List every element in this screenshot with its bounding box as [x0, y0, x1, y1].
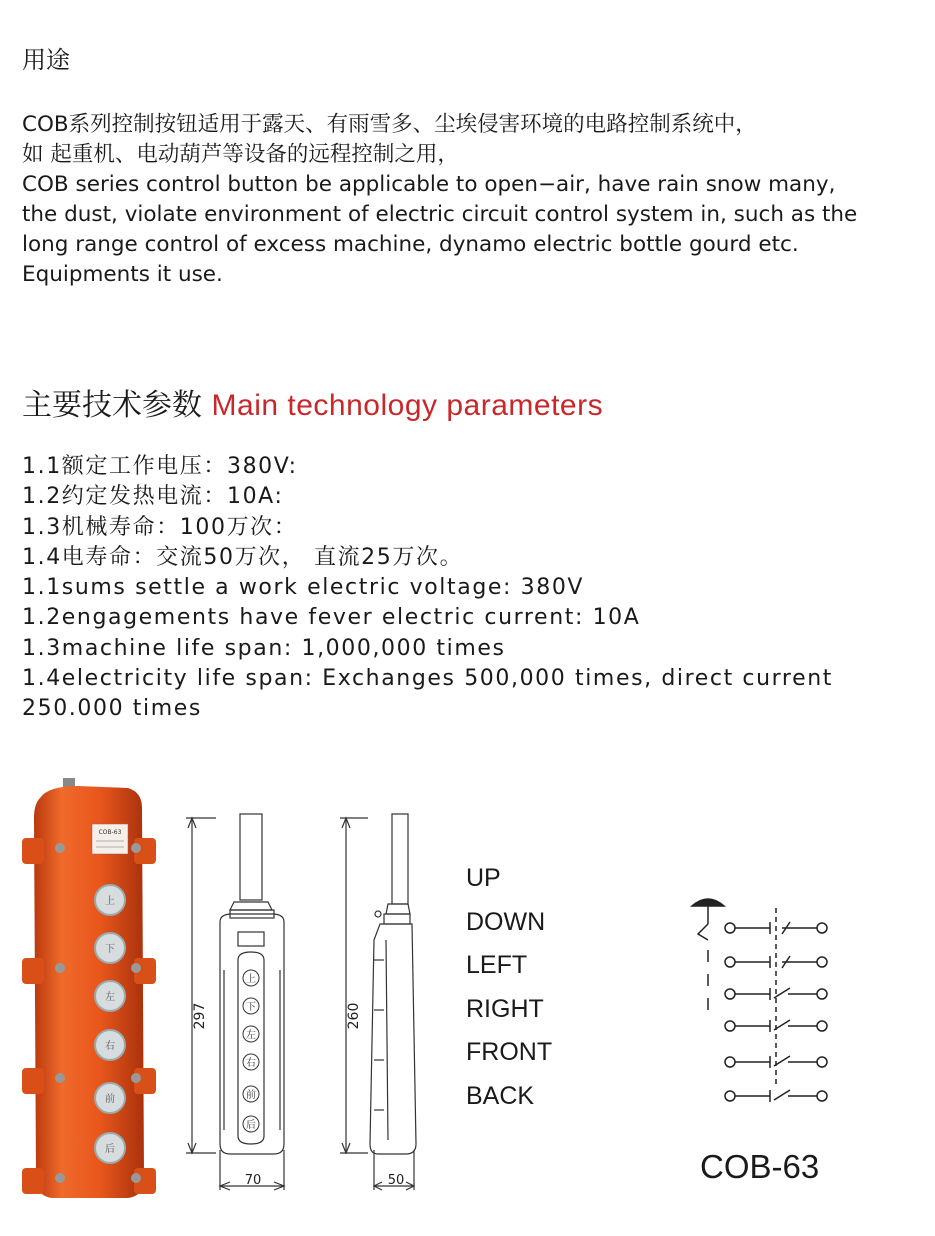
svg-text:下: 下	[105, 944, 115, 955]
usage-line: COB系列控制按钮适用于露天、有雨雪多、尘埃侵害环境的电路控制系统中，	[22, 112, 757, 137]
params-list	[22, 452, 833, 725]
params-title-cn: 主要技术参数	[22, 388, 202, 423]
direction-label: UP	[466, 864, 501, 892]
side-dimension-drawing	[334, 810, 434, 1202]
svg-text:左: 左	[105, 992, 115, 1003]
photo-button	[95, 1133, 125, 1163]
direction-label: FRONT	[466, 1038, 553, 1066]
svg-text:前: 前	[105, 1094, 115, 1105]
direction-label: LEFT	[466, 951, 528, 979]
photo-button	[95, 981, 125, 1011]
front-button-label: 后	[246, 1120, 256, 1131]
usage-line: 如 起重机、电动葫芦等设备的远程控制之用，	[22, 142, 459, 167]
side-height-label: 260	[346, 1002, 362, 1030]
front-dimension-drawing	[180, 810, 300, 1202]
param-line: 1.3机械寿命：100万次：	[22, 514, 298, 540]
usage-heading: 用途	[22, 46, 70, 74]
photo-button	[95, 933, 125, 963]
front-button-label: 左	[246, 1030, 256, 1041]
usage-line: Equipments it use.	[22, 262, 223, 287]
usage-description	[22, 110, 922, 290]
direction-label: DOWN	[466, 907, 546, 936]
param-line: 1.3machine life span: 1,000,000 times	[22, 635, 506, 661]
screw-icon	[131, 963, 141, 973]
direction-list	[466, 857, 552, 1118]
front-button-label: 上	[246, 974, 256, 985]
product-photo	[18, 778, 168, 1208]
param-line: 1.1sums settle a work electric voltage: 380V	[22, 575, 585, 601]
screw-icon	[55, 1173, 65, 1183]
front-button-label: 下	[246, 1002, 256, 1013]
wiring-schematic	[684, 890, 844, 1120]
front-button-label: 前	[246, 1090, 256, 1101]
photo-button	[95, 1083, 125, 1113]
direction-label: RIGHT	[466, 994, 544, 1023]
direction-label: BACK	[466, 1081, 535, 1110]
svg-text:上: 上	[105, 896, 115, 907]
front-width-label: 70	[244, 1173, 262, 1188]
emergency-stop-icon	[692, 899, 724, 906]
usage-line: COB series control button be applicable to open−air, have rain snow many,	[22, 172, 836, 197]
model-label: COB-63	[700, 1148, 820, 1185]
screw-icon	[55, 843, 65, 853]
screw-icon	[131, 1173, 141, 1183]
usage-line: the dust, violate environment of electric circuit control system in, such as the	[22, 202, 858, 227]
screw-icon	[131, 1073, 141, 1083]
screw-icon	[55, 1073, 65, 1083]
side-width-label: 50	[387, 1173, 405, 1188]
photo-button	[95, 885, 125, 915]
param-line: 250.000 times	[22, 696, 202, 722]
svg-text:后: 后	[105, 1144, 115, 1155]
param-line: 1.2engagements have fever electric current: 10A	[22, 605, 641, 631]
param-line: 1.4电寿命：交流50万次， 直流25万次。	[22, 544, 464, 570]
param-line: 1.4electricity life span: Exchanges 500,000 times, direct current	[22, 666, 833, 692]
screw-icon	[55, 963, 65, 973]
front-button-label: 右	[246, 1058, 256, 1069]
usage-line: long range control of excess machine, dynamo electric bottle gourd etc.	[22, 232, 799, 257]
photo-button	[95, 1030, 125, 1060]
name-plate-label: COB-63	[98, 829, 122, 836]
params-title	[22, 380, 603, 424]
screw-icon	[131, 843, 141, 853]
param-line: 1.2约定发热电流：10A:	[22, 484, 284, 510]
params-title-en: Main technology parameters	[211, 389, 604, 422]
param-line: 1.1额定工作电压：380V:	[22, 454, 298, 479]
svg-text:右: 右	[105, 1041, 115, 1052]
front-height-label: 297	[192, 1002, 208, 1030]
